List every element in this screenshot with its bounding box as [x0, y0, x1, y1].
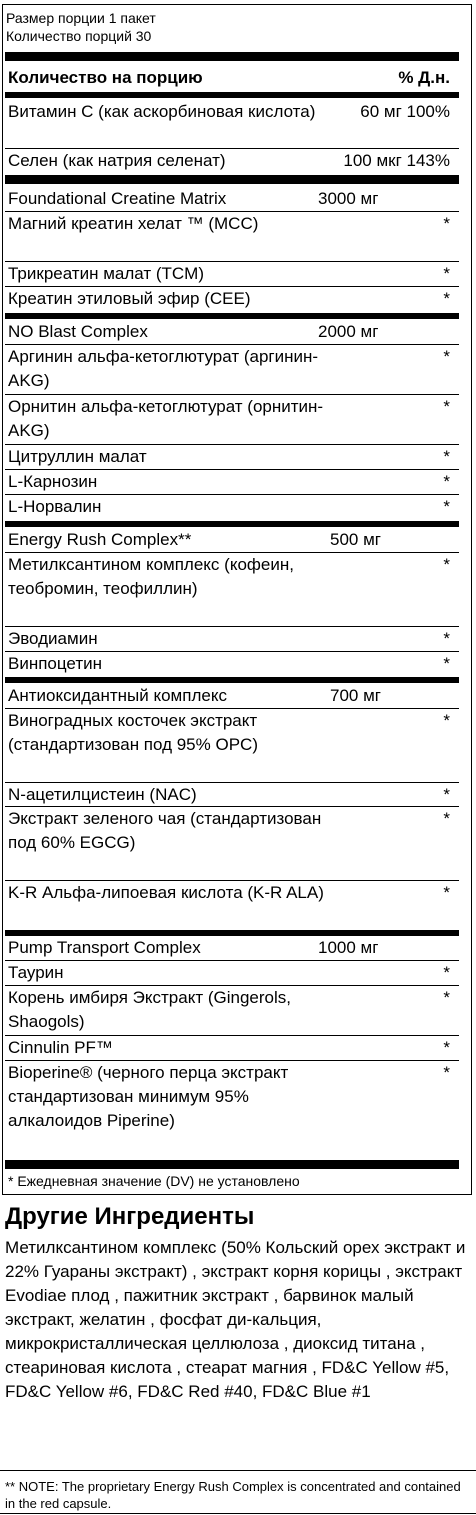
ingredient-name: Таурин	[8, 963, 64, 982]
divider-mid	[5, 521, 459, 527]
complex-name: Антиоксидантный комплекс	[8, 686, 227, 705]
daily-value-star: *	[443, 809, 450, 828]
dv-footnote: * Ежедневная значение (DV) не установлено	[8, 1173, 300, 1189]
daily-value-star: *	[443, 1063, 450, 1082]
daily-value-star: *	[443, 963, 450, 982]
ingredient-name: Bioperine® (черного перца экстракт стандартизован минимум 95% алкалоидов Piperine)	[8, 1063, 289, 1130]
ingredient-name: Эводиамин	[8, 629, 98, 648]
divider-thick	[5, 175, 459, 184]
divider-thick	[5, 1160, 459, 1169]
complex-amount: 3000 мг	[318, 189, 379, 208]
ingredient-name: Метилксантином комплекс (кофеин, теобромин, теофиллин)	[8, 555, 294, 598]
nutrient-amount: 60 мг 100%	[360, 102, 450, 121]
ingredient-name: Виноградных косточек экстракт (стандартизован под 95% OPC)	[8, 711, 258, 754]
table-row	[8, 652, 450, 676]
ingredient-name: Креатин этиловый эфир (CEE)	[8, 289, 251, 308]
table-row	[8, 262, 450, 286]
table-row	[8, 1036, 450, 1060]
nutrient-name: Витамин С (как аскорбиновая кислота)	[8, 102, 316, 121]
ingredient-name: L-Карнозин	[8, 472, 98, 491]
daily-value-star: *	[443, 347, 450, 366]
complex-name: NO Blast Complex	[8, 322, 148, 341]
complex-header-row	[8, 936, 450, 960]
other-ingredients-text: Метилксантином комплекс (50% Кольский орех экстракт и 22% Гуараны экстракт) , экстракт корня корицы , экстракт Evodiae плод , пажитник экстракт , барвинок малый экстракт, желатин , фосфат ди-кальция, микрокристаллическая целлюлоза , диоксид титана , стеариновая кислота , стеарат магния , FD&C Yellow #5, FD&C Yellow #6, FD&C Red #40, FD&C Blue #1	[5, 1238, 466, 1401]
table-row	[8, 149, 450, 173]
daily-value-star: *	[443, 883, 450, 902]
ingredient-name: Экстракт зеленого чая (стандартизован под 60% EGCG)	[8, 809, 322, 852]
daily-value-star: *	[443, 397, 450, 416]
daily-value-star: *	[443, 1038, 450, 1057]
section-divider	[0, 1470, 476, 1471]
daily-value-star: *	[443, 629, 450, 648]
complex-amount: 700 мг	[330, 686, 381, 705]
serving-info	[6, 9, 156, 45]
daily-value-star: *	[443, 654, 450, 673]
daily-value-star: *	[443, 264, 450, 283]
table-row	[8, 495, 450, 519]
table-row	[8, 287, 450, 311]
section-divider	[0, 1513, 476, 1514]
divider-mid	[5, 677, 459, 683]
proprietary-note: ** NOTE: The proprietary Energy Rush Complex is concentrated and contained in the red capsule.	[5, 1479, 461, 1511]
ingredient-name: Cinnulin PF™	[8, 1038, 113, 1057]
divider-mid	[5, 92, 459, 98]
ingredient-name: N-ацетилцистеин (NAC)	[8, 785, 197, 804]
serving-size: Размер порции 1 пакет	[6, 10, 156, 26]
divider-thick	[5, 52, 459, 61]
table-row	[8, 345, 450, 393]
ingredient-name: Цитруллин малат	[8, 447, 147, 466]
daily-value-star: *	[443, 447, 450, 466]
table-row	[8, 395, 450, 443]
table-row	[8, 553, 450, 601]
header-amount-per-serving: Количество на порцию	[8, 68, 203, 87]
daily-value-star: *	[443, 988, 450, 1007]
complex-amount: 2000 мг	[318, 322, 379, 341]
ingredient-name: Орнитин альфа-кетоглютурат (орнитин-AKG)	[8, 397, 324, 440]
ingredient-name: Магний креатин хелат ™ (MCC)	[8, 214, 259, 233]
table-row	[8, 807, 450, 855]
complex-amount: 500 мг	[330, 530, 381, 549]
table-header	[8, 66, 450, 90]
ingredient-name: K-R Альфа-липоевая кислота (K-R ALA)	[8, 883, 324, 902]
ingredient-name: Корень имбиря Экстракт (Gingerols, Shaogols)	[8, 988, 291, 1031]
complex-name: Energy Rush Complex**	[8, 530, 192, 549]
daily-value-star: *	[443, 555, 450, 574]
table-row	[8, 1061, 450, 1133]
other-ingredients-title: Другие Ингредиенты	[5, 1203, 255, 1230]
complex-name: Foundational Creatine Matrix	[8, 189, 227, 208]
daily-value-star: *	[443, 785, 450, 804]
table-row	[8, 100, 450, 124]
complex-header-row	[8, 320, 450, 344]
daily-value-star: *	[443, 497, 450, 516]
ingredient-name: Аргинин альфа-кетоглютурат (аргинин-AKG)	[8, 347, 319, 390]
table-row	[8, 445, 450, 469]
nutrient-name: Селен (как натрия селенат)	[8, 151, 226, 170]
ingredient-name: Трикреатин малат (TCM)	[8, 264, 204, 283]
table-row	[8, 470, 450, 494]
complex-name: Pump Transport Complex	[8, 938, 201, 957]
table-row	[8, 783, 450, 807]
ingredient-name: L-Норвалин	[8, 497, 102, 516]
daily-value-star: *	[443, 711, 450, 730]
daily-value-star: *	[443, 214, 450, 233]
table-row	[8, 986, 450, 1034]
table-row	[8, 881, 450, 905]
table-row	[8, 709, 450, 757]
complex-header-row	[8, 684, 450, 708]
daily-value-star: *	[443, 289, 450, 308]
table-row	[8, 627, 450, 651]
ingredient-name: Винпоцетин	[8, 654, 102, 673]
divider-mid	[5, 313, 459, 319]
servings-count: Количество порций 30	[6, 28, 152, 44]
complex-header-row	[8, 528, 450, 552]
table-row	[8, 212, 450, 236]
complex-header-row	[8, 187, 450, 211]
nutrient-amount: 100 мкг 143%	[343, 151, 450, 170]
complex-amount: 1000 мг	[318, 938, 379, 957]
table-row	[8, 961, 450, 985]
header-daily-value: % Д.н.	[398, 68, 450, 87]
daily-value-star: *	[443, 472, 450, 491]
